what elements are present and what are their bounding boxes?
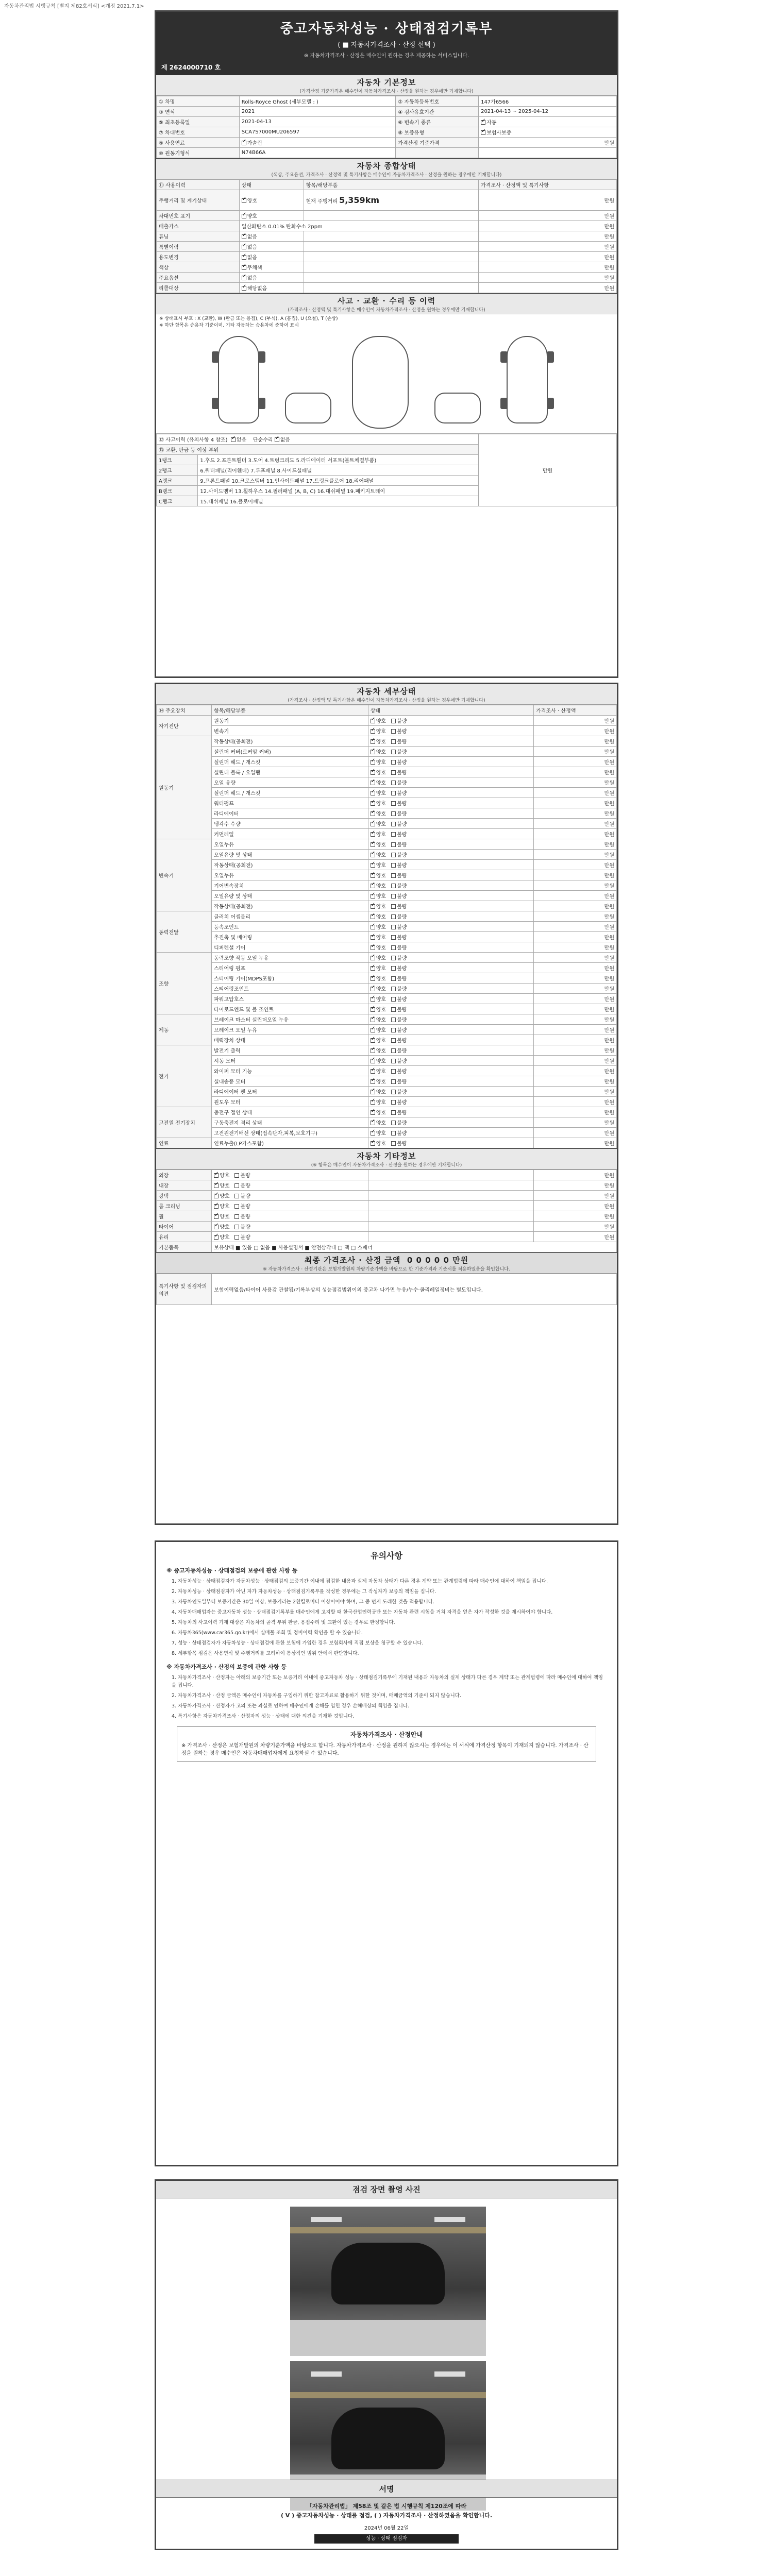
checkbox-icon xyxy=(371,956,375,960)
checkbox-icon xyxy=(391,884,396,888)
table-row: 오일누유 ✓ 양호 불량 만원 xyxy=(157,870,617,880)
table-row: 튜닝 ✓ 없음 만원 xyxy=(157,231,617,242)
checkbox-icon xyxy=(371,1007,375,1012)
checkbox-icon xyxy=(242,265,246,270)
car-outline-top xyxy=(352,336,409,429)
table-row: 배출가스 일산화탄소 0.01% 탄화수소 2ppm 만원 xyxy=(157,221,617,231)
pricing-guide-title: 자동차가격조사 · 산정안내 xyxy=(350,1731,423,1738)
vehicle-diagram xyxy=(156,331,617,434)
checkbox-icon xyxy=(371,873,375,878)
special-notes-table xyxy=(156,1274,617,1305)
checkbox-icon xyxy=(214,1183,219,1188)
table-row: 실내송풍 모터 ✓ 양호 불량 만원 xyxy=(157,1076,617,1087)
checkbox-icon xyxy=(371,739,375,744)
checkbox-icon xyxy=(371,884,375,888)
signature-statement: 「자동차관리법」 제58조 및 같은 법 시행규칙 제120조에 따라 ( V ) 중고자동차성능 · 상태를 점검, ( ) 자동차가격조사 · 산정하였음을 확인합니다. xyxy=(280,2503,493,2519)
checkbox-icon xyxy=(371,1110,375,1115)
checkbox-icon xyxy=(371,770,375,775)
table-row: 2랭크 6.쿼터패널(리어휀더) 7.루프패널 8.사이드실패널 xyxy=(157,465,617,476)
final-price-section: 최종 가격조사 · 산정 금액 0 0 0 0 0 만원 ※ 자동차가격조사 · 산정기관은 보험개발원의 차량기준가액을 바탕으로 한 기준가격과 기준서를 적용하였음을 확인합니다. 특기사항 및 점검자의 의견 보험이력없음/타이어 사용감 관찰됨/기록부상의 성능점검범위이외 중고차 나가면 누유/누수·쿨리레일정비는 별도입니다. xyxy=(156,1252,617,1305)
table-row: 1랭크 1.후드 2.프론트휀더 3.도어 4.트렁크리드 5.라디에이터 서포트(볼트체결부품) xyxy=(157,455,617,465)
table-row: 오일 유량 ✓ 양호 불량 만원 xyxy=(157,777,617,788)
other-info-table xyxy=(156,1170,617,1252)
table-row: 휠 ✓ 양호 불량 만원 xyxy=(157,1211,617,1222)
detail-section xyxy=(156,684,617,1148)
table-row: 특기사항 및 점검자의 의견 보험이력없음/타이어 사용감 관찰됨/기록부상의 성능점검범위이외 중고차 나가면 누유/누수·쿨리레일정비는 별도입니다. xyxy=(157,1274,617,1305)
checkbox-icon xyxy=(242,286,246,291)
checkbox-icon xyxy=(242,141,246,145)
checkbox-icon xyxy=(371,1048,375,1053)
table-row: 변속기 오일누유 ✓ 양호 불량 만원 xyxy=(157,839,617,850)
table-row: ⑨ 사용연료 ✓ 가솔린 가격산정 기준가격 만원 xyxy=(157,138,617,148)
checkbox-icon xyxy=(391,894,396,899)
pricing-guide-box xyxy=(177,1726,596,1762)
accident-table xyxy=(156,434,617,506)
checkbox-icon xyxy=(391,914,396,919)
table-header-row: ⑭ 주요장치 항목/해당부품 상태 가격조사 · 산정액 xyxy=(157,705,617,716)
checkbox-icon xyxy=(371,1131,375,1136)
wheel-icon xyxy=(258,351,265,363)
checkbox-icon xyxy=(214,1204,219,1209)
checkbox-icon xyxy=(391,1007,396,1012)
notice-paragraph: 4. 특기사항은 자동차가격조사 · 산정자의 성능 · 상태에 대한 의견을 기재한 것입니다. xyxy=(172,1714,355,1719)
checkbox-icon xyxy=(391,760,396,765)
checkbox-icon xyxy=(391,719,396,723)
wheel-icon xyxy=(258,398,265,409)
checkbox-icon xyxy=(371,1121,375,1125)
table-row: 조향 동력조향 작동 오일 누유 ✓ 양호 불량 만원 xyxy=(157,953,617,963)
other-info-title: 자동차 기타정보 xyxy=(357,1151,416,1161)
checkbox-icon xyxy=(391,873,396,878)
table-row: 기어변속장치 ✓ 양호 불량 만원 xyxy=(157,880,617,891)
checkbox-icon xyxy=(371,894,375,899)
notice-paragraph: 4. 자동차매매업자는 중고자동차 성능 · 상태점검기록부를 매수인에게 고지할 때 한국산업인력공단 또는 자동차 관련 시험을 거쳐 자격을 얻은 자가 작성한 것을 제시하여야 합니다. xyxy=(172,1609,553,1615)
table-row: 타이어 ✓ 양호 불량 만원 xyxy=(157,1222,617,1232)
checkbox-icon xyxy=(214,1235,219,1240)
table-row: 제동 브레이크 마스터 실린더오일 누유 ✓ 양호 불량 만원 xyxy=(157,1014,617,1025)
pricing-guide-text: ※ 가격조사 · 산정은 보험개발원의 차량기준가액을 바탕으로 합니다. 자동차가격조사 · 산정을 원하지 않으시는 경우에는 이 서식에 가격산정 항목이 기재되지 않습니다. 가격조사 · 산정을 원하는 경우 매수인은 자동차매매업자에게 요청하실 수 있습니다. xyxy=(181,1743,589,1756)
table-row: 유리 ✓ 양호 불량 만원 xyxy=(157,1232,617,1242)
summary-section xyxy=(156,158,617,293)
other-info-note: (※ 항목은 매수인이 자동차가격조사 · 산정을 원하는 경우에만 기재합니다) xyxy=(311,1163,462,1168)
car-outline-left xyxy=(218,336,259,423)
notice-paragraph: 5. 자동차의 사고이력 기재 대상은 자동차의 골격 부위 판금, 용접수리 및 교환이 있는 경우로 한정합니다. xyxy=(172,1620,395,1625)
checkbox-icon xyxy=(371,976,375,981)
checkbox-icon xyxy=(371,750,375,754)
checkbox-icon xyxy=(391,801,396,806)
inspection-photo-1 xyxy=(290,2207,486,2356)
wheel-icon xyxy=(547,351,554,363)
checkbox-icon xyxy=(371,1090,375,1094)
table-row: ⑫ 사고이력 (유의사항 4 참조) ✓ 없음 단순수리 ✓ 없음 만원 xyxy=(157,434,617,445)
basic-info-table xyxy=(156,96,617,158)
checkbox-icon xyxy=(391,750,396,754)
notice-subtitle-1: ※ 중고자동차성능 · 상태점검의 보증에 관한 사항 등 xyxy=(166,1567,298,1574)
table-row: 변속기 ✓ 양호 불량 만원 xyxy=(157,726,617,736)
checkbox-icon xyxy=(371,925,375,929)
checkbox-icon xyxy=(234,1204,239,1209)
notice-subtitle-2: ※ 자동차가격조사 · 산정의 보증에 관한 사항 등 xyxy=(166,1664,287,1670)
checkbox-icon xyxy=(234,1225,239,1229)
checkbox-icon xyxy=(371,1141,375,1146)
checkbox-icon xyxy=(391,925,396,929)
checkbox-icon xyxy=(371,945,375,950)
checkbox-icon xyxy=(391,904,396,909)
final-price-note: ※ 자동차가격조사 · 산정기관은 보험개발원의 차량기준가액을 바탕으로 한 기준가격과 기준서를 적용하였음을 확인합니다. xyxy=(263,1267,510,1272)
page-3 xyxy=(155,1540,618,2166)
checkbox-icon xyxy=(371,935,375,940)
table-row: ⑩ 원동기형식 N74B66A xyxy=(157,148,617,158)
checkbox-icon xyxy=(371,853,375,857)
checkbox-icon xyxy=(371,760,375,765)
table-row: 내장 ✓ 양호 불량 만원 xyxy=(157,1180,617,1191)
page-2 xyxy=(155,683,618,1525)
signature-inspector: 성능 · 상태 점검자 xyxy=(314,2534,459,2544)
table-row: 연료 연료누출(LP가스포함) ✓ 양호 불량 만원 xyxy=(157,1138,617,1148)
checkbox-icon xyxy=(391,987,396,991)
notice-paragraph: 8. 세부항목 점검은 사용연식 및 주행거리를 고려하여 통상적인 범위 안에서 판단합니다. xyxy=(172,1651,359,1656)
detail-table xyxy=(156,705,617,1148)
table-row: 룸 크리닝 ✓ 양호 불량 만원 xyxy=(157,1201,617,1211)
checkbox-icon xyxy=(391,863,396,868)
checkbox-icon xyxy=(391,1079,396,1084)
table-row: 타이로드엔드 및 볼 조인트 ✓ 양호 불량 만원 xyxy=(157,1004,617,1014)
checkbox-icon xyxy=(481,130,485,135)
table-row: 스티어링 기어(MDPS포함) ✓ 양호 불량 만원 xyxy=(157,973,617,984)
checkbox-icon xyxy=(391,1131,396,1136)
checkbox-icon xyxy=(242,234,246,239)
checkbox-icon xyxy=(242,276,246,280)
table-row: 파워고압호스 ✓ 양호 불량 만원 xyxy=(157,994,617,1004)
table-row: 외장 ✓ 양호 불량 만원 xyxy=(157,1170,617,1180)
checkbox-icon xyxy=(391,1100,396,1105)
table-row: 냉각수 수량 ✓ 양호 불량 만원 xyxy=(157,819,617,829)
table-row: 전기 발전기 출력 ✓ 양호 불량 만원 xyxy=(157,1045,617,1056)
notice-title: 유의사항 xyxy=(371,1551,402,1561)
checkbox-icon xyxy=(481,120,485,125)
checkbox-icon xyxy=(371,1018,375,1022)
checkbox-icon xyxy=(391,853,396,857)
table-header-row: ⑪ 사용이력 상태 항목/해당부품 가격조사 · 산정액 및 특기사항 xyxy=(157,180,617,190)
table-row: ① 차명 Rolls-Royce Ghost (세부모델 : ) ② 자동차등록번호 147가6566 xyxy=(157,96,617,107)
basic-info-note: (가격산정 기준가격은 매수인이 자동차가격조사 · 산정을 원하는 경우에만 기재합니다) xyxy=(299,89,474,94)
table-row: ⑤ 최초등록일 2021-04-13 ⑥ 변속기 종류 ✓ 자동 xyxy=(157,117,617,127)
checkbox-icon xyxy=(371,1069,375,1074)
wheel-icon xyxy=(212,398,219,409)
checkbox-icon xyxy=(234,1173,239,1178)
checkbox-icon xyxy=(391,1141,396,1146)
table-row: 추진축 및 베어링 ✓ 양호 불량 만원 xyxy=(157,932,617,942)
accident-legend: ※ 상태표시 부호 : X (교환), W (판금 또는 용접), C (부식), A (흠집), U (요철), T (손상) xyxy=(159,316,338,321)
table-row: 실린더 헤드 / 개스킷 ✓ 양호 불량 만원 xyxy=(157,757,617,767)
table-row: 특별이력 ✓ 없음 만원 xyxy=(157,242,617,252)
checkbox-icon xyxy=(242,255,246,260)
table-row: 동력전달 클러치 어셈블리 ✓ 양호 불량 만원 xyxy=(157,911,617,922)
checkbox-icon xyxy=(391,945,396,950)
checkbox-icon xyxy=(391,1048,396,1053)
table-row: 오일유량 및 상태 ✓ 양호 불량 만원 xyxy=(157,891,617,901)
car-outline-front xyxy=(285,393,331,423)
table-row: 원동기 작동상태(공회전) ✓ 양호 불량 만원 xyxy=(157,736,617,747)
checkbox-icon xyxy=(391,1069,396,1074)
checkbox-icon xyxy=(242,245,246,249)
table-row: ⑦ 차대번호 SCA7S7000MU206597 ⑧ 보증유형 ✓ 보험사보증 xyxy=(157,127,617,138)
table-row: 광택 ✓ 양호 불량 만원 xyxy=(157,1191,617,1201)
checkbox-icon xyxy=(391,739,396,744)
wheel-icon xyxy=(212,351,219,363)
checkbox-icon xyxy=(371,842,375,847)
summary-title: 자동차 종합상태 xyxy=(357,161,416,171)
notice-paragraph: 3. 자동차인도일부터 보증기간은 30일 이상, 보증거리는 2천킬로미터 이상이어야 하며, 그 중 먼저 도래한 것을 적용합니다. xyxy=(172,1599,434,1605)
checkbox-icon xyxy=(371,1079,375,1084)
table-row: 색상 ✓ 무채색 만원 xyxy=(157,262,617,273)
final-price-title: 최종 가격조사 · 산정 금액 xyxy=(304,1256,401,1265)
checkbox-icon xyxy=(391,1038,396,1043)
table-row: 작동상태(공회전) ✓ 양호 불량 만원 xyxy=(157,860,617,870)
table-row: ③ 연식 2021 ④ 검사유효기간 2021-04-13 ~ 2025-04-12 xyxy=(157,107,617,117)
checkbox-icon xyxy=(391,976,396,981)
checkbox-icon xyxy=(391,781,396,785)
checkbox-icon xyxy=(391,997,396,1002)
checkbox-icon xyxy=(234,1194,239,1198)
accident-note: (가격조사 · 산정액 및 특기사항은 매수인이 자동차가격조사 · 산정을 원하는 경우에만 기재합니다) xyxy=(288,308,485,313)
checkbox-icon xyxy=(391,729,396,734)
table-row: 리콜대상 ✓ 해당없음 만원 xyxy=(157,283,617,293)
table-row: 워터펌프 ✓ 양호 불량 만원 xyxy=(157,798,617,808)
checkbox-icon xyxy=(371,997,375,1002)
table-row: 고전원 전기장치 충전구 절연 상태 ✓ 양호 불량 만원 xyxy=(157,1107,617,1117)
checkbox-icon xyxy=(214,1214,219,1219)
checkbox-icon xyxy=(391,1110,396,1115)
accident-section xyxy=(156,293,617,506)
table-row: 구동축전지 격리 상태 ✓ 양호 불량 만원 xyxy=(157,1117,617,1128)
checkbox-icon xyxy=(391,811,396,816)
checkbox-icon xyxy=(391,842,396,847)
checkbox-icon xyxy=(371,729,375,734)
notice-paragraph: 6. 자동차365(www.car365.go.kr)에서 실매물 조회 및 정비이력 확인을 할 수 있습니다. xyxy=(172,1630,363,1636)
checkbox-icon xyxy=(242,214,246,218)
table-row: 주요옵션 ✓ 없음 만원 xyxy=(157,273,617,283)
summary-note: (색상, 주요옵션, 가격조사 · 산정액 및 특기사항은 매수인이 자동차가격조사 · 산정을 원하는 경우에만 기재합니다) xyxy=(271,173,502,178)
table-row: 실린더 블록 / 오일팬 ✓ 양호 불량 만원 xyxy=(157,767,617,777)
notice-paragraphs-1 xyxy=(156,1578,617,1657)
table-row: 라디에이터 ✓ 양호 불량 만원 xyxy=(157,808,617,819)
document-subtitle-note: ※ 자동차가격조사 · 산정은 매수인이 원하는 경우 제공하는 서비스입니다. xyxy=(304,53,469,59)
document-subtitle: ( ■ 자동차가격조사 · 산정 선택 ) xyxy=(338,41,435,49)
checkbox-icon xyxy=(371,863,375,868)
final-price-amount: 0 0 0 0 0 xyxy=(407,1256,449,1265)
table-row: 차대번호 표기 ✓ 양호 만원 xyxy=(157,211,617,221)
checkbox-icon xyxy=(391,791,396,795)
table-row: 고전원전기배선 상태(접속단자,피복,보호기구) ✓ 양호 불량 만원 xyxy=(157,1128,617,1138)
table-row: A랭크 9.프론트패널 10.크로스멤버 11.인사이드패널 17.트렁크플로어 18.리어패널 xyxy=(157,476,617,486)
document-title: 중고자동차성능 · 상태점검기록부 xyxy=(280,21,493,37)
table-row: 기본품목 보유상태 ■ 있음 □ 없음 ■ 사용설명서 ■ 안전삼각대 □ 잭 □ 스패너 xyxy=(157,1242,617,1252)
checkbox-icon xyxy=(391,1090,396,1094)
table-row: 스티어링조인트 ✓ 양호 불량 만원 xyxy=(157,984,617,994)
notice-paragraph: 1. 자동차성능 · 상태점검자가 자동차성능 · 상태점검의 보증기간 이내에 점검한 내용과 실제 자동차 상태가 다른 경우 계약 또는 관계법령에 따라 매수인에 대하여 책임을 집니다. xyxy=(172,1579,548,1584)
table-row: 스티어링 펌프 ✓ 양호 불량 만원 xyxy=(157,963,617,973)
table-row: 실린더 헤드 / 개스킷 ✓ 양호 불량 만원 xyxy=(157,788,617,798)
notice-paragraph: 7. 성능 · 상태점검자가 자동차성능 · 상태점검에 관한 보험에 가입한 경우 보험회사에 직접 보상을 청구할 수 있습니다. xyxy=(172,1640,424,1646)
odometer-value: 5,359km xyxy=(339,195,379,205)
checkbox-icon xyxy=(231,437,236,442)
checkbox-icon xyxy=(391,956,396,960)
checkbox-icon xyxy=(371,1028,375,1032)
table-row: B랭크 12.사이드멤버 13.휠하우스 14.필러패널 (A, B, C) 16.대쉬패널 19.패키지트레이 xyxy=(157,486,617,496)
checkbox-icon xyxy=(371,801,375,806)
checkbox-icon xyxy=(371,966,375,971)
accident-title: 사고 · 교환 · 수리 등 이력 xyxy=(337,296,436,306)
notice-paragraph: 2. 자동차가격조사 · 산정 금액은 매수인이 자동차를 구입하기 위한 참고자료로 활용하기 위한 것이며, 매매금액의 기준이 되지 않습니다. xyxy=(172,1693,461,1699)
checkbox-icon xyxy=(371,1059,375,1063)
table-row: 오일유량 및 상태 ✓ 양호 불량 만원 xyxy=(157,850,617,860)
table-row: 시동 모터 ✓ 양호 불량 만원 xyxy=(157,1056,617,1066)
checkbox-icon xyxy=(391,822,396,826)
checkbox-icon xyxy=(371,822,375,826)
basic-info-title: 자동차 기본정보 xyxy=(357,78,416,87)
table-row: 커먼레일 ✓ 양호 불량 만원 xyxy=(157,829,617,839)
checkbox-icon xyxy=(371,811,375,816)
checkbox-icon xyxy=(371,1100,375,1105)
checkbox-icon xyxy=(391,1121,396,1125)
table-row: C랭크 15.대쉬패널 16.플로어패널 xyxy=(157,496,617,506)
detail-title: 자동차 세부상태 xyxy=(357,687,416,696)
table-row: 윈도우 모터 ✓ 양호 불량 만원 xyxy=(157,1097,617,1107)
table-row: 실린더 커버(로커암 커버) ✓ 양호 불량 만원 xyxy=(157,747,617,757)
table-row: 작동상태(공회전) ✓ 양호 불량 만원 xyxy=(157,901,617,911)
checkbox-icon xyxy=(242,198,246,203)
page-1 xyxy=(155,10,618,678)
page-4 xyxy=(155,2179,618,2550)
top-line: 자동차관리법 시행규칙 [별지 제82호서식] <개정 2021.7.1> xyxy=(4,4,144,9)
notice-paragraph: 3. 자동차가격조사 · 산정자가 고의 또는 과실로 인하여 매수인에게 손해를 입힌 경우 손해배상의 책임을 집니다. xyxy=(172,1703,410,1709)
checkbox-icon xyxy=(371,791,375,795)
accident-legend-2: ※ 하단 항목은 승용차 기준이며, 기타 자동차는 승용차에 준하여 표시 xyxy=(159,323,299,328)
table-row: 디퍼렌셜 기어 ✓ 양호 불량 만원 xyxy=(157,942,617,953)
checkbox-icon xyxy=(371,1038,375,1043)
checkbox-icon xyxy=(391,1059,396,1063)
detail-note: (가격조사 · 산정액 및 특기사항은 매수인이 자동차가격조사 · 산정을 원하는 경우에만 기재합니다) xyxy=(288,698,485,703)
table-row: 자기진단 원동기 ✓ 양호 불량 만원 xyxy=(157,716,617,726)
signature-title: 서명 xyxy=(156,2480,617,2498)
summary-table xyxy=(156,179,617,293)
notice-paragraphs-2 xyxy=(156,1674,617,1720)
table-row: ⑬ 교환, 판금 등 이상 부위 xyxy=(157,445,617,455)
checkbox-icon xyxy=(371,781,375,785)
notice-paragraph: 1. 자동차가격조사 · 산정자는 아래의 보증기간 또는 보증거리 이내에 중고자동차 성능 · 상태점검기록부에 기재된 내용과 자동차의 실제 상태가 다른 경우 계약 또는 관계법령에 따라 매수인에 대하여 책임을 집니다. xyxy=(172,1675,603,1688)
table-row: 배력장치 상태 ✓ 양호 불량 만원 xyxy=(157,1035,617,1045)
checkbox-icon xyxy=(391,1028,396,1032)
checkbox-icon xyxy=(391,770,396,775)
table-row: 와이퍼 모터 기능 ✓ 양호 불량 만원 xyxy=(157,1066,617,1076)
table-row: 주행거리 및 계기상태 ✓ 양호 현재 주행거리 5,359km 만원 xyxy=(157,190,617,211)
notice-paragraph: 2. 자동차성능 · 상태점검자가 아닌 자가 자동차성능 · 상태점검기록부를 작성한 경우에는 그 작성자가 보증의 책임을 집니다. xyxy=(172,1589,436,1595)
checkbox-icon xyxy=(214,1225,219,1229)
checkbox-icon xyxy=(391,1018,396,1022)
checkbox-icon xyxy=(234,1235,239,1240)
checkbox-icon xyxy=(371,832,375,837)
wheel-icon xyxy=(547,398,554,409)
car-outline-rear xyxy=(434,393,481,423)
wheel-icon xyxy=(500,398,508,409)
basic-info-section xyxy=(156,75,617,158)
car-outline-right xyxy=(507,336,548,423)
wheel-icon xyxy=(500,351,508,363)
table-row: 용도변경 ✓ 없음 만원 xyxy=(157,252,617,262)
photos-title: 점검 장면 촬영 사진 xyxy=(156,2181,617,2198)
checkbox-icon xyxy=(391,832,396,837)
checkbox-icon xyxy=(371,987,375,991)
checkbox-icon xyxy=(275,437,279,442)
checkbox-icon xyxy=(214,1173,219,1178)
table-row: 라디에이터 팬 모터 ✓ 양호 불량 만원 xyxy=(157,1087,617,1097)
checkbox-icon xyxy=(234,1214,239,1219)
checkbox-icon xyxy=(371,719,375,723)
checkbox-icon xyxy=(391,966,396,971)
checkbox-icon xyxy=(371,904,375,909)
table-row: 브레이크 오일 누유 ✓ 양호 불량 만원 xyxy=(157,1025,617,1035)
checkbox-icon xyxy=(371,914,375,919)
table-row: 등속조인트 ✓ 양호 불량 만원 xyxy=(157,922,617,932)
document-header xyxy=(156,12,617,75)
document-number: 제 2624000710 호 xyxy=(161,64,221,71)
other-info-section xyxy=(156,1148,617,1252)
checkbox-icon xyxy=(391,935,396,940)
signature-date: 2024년 06월 22일 xyxy=(364,2526,409,2531)
checkbox-icon xyxy=(234,1183,239,1188)
checkbox-icon xyxy=(214,1194,219,1198)
